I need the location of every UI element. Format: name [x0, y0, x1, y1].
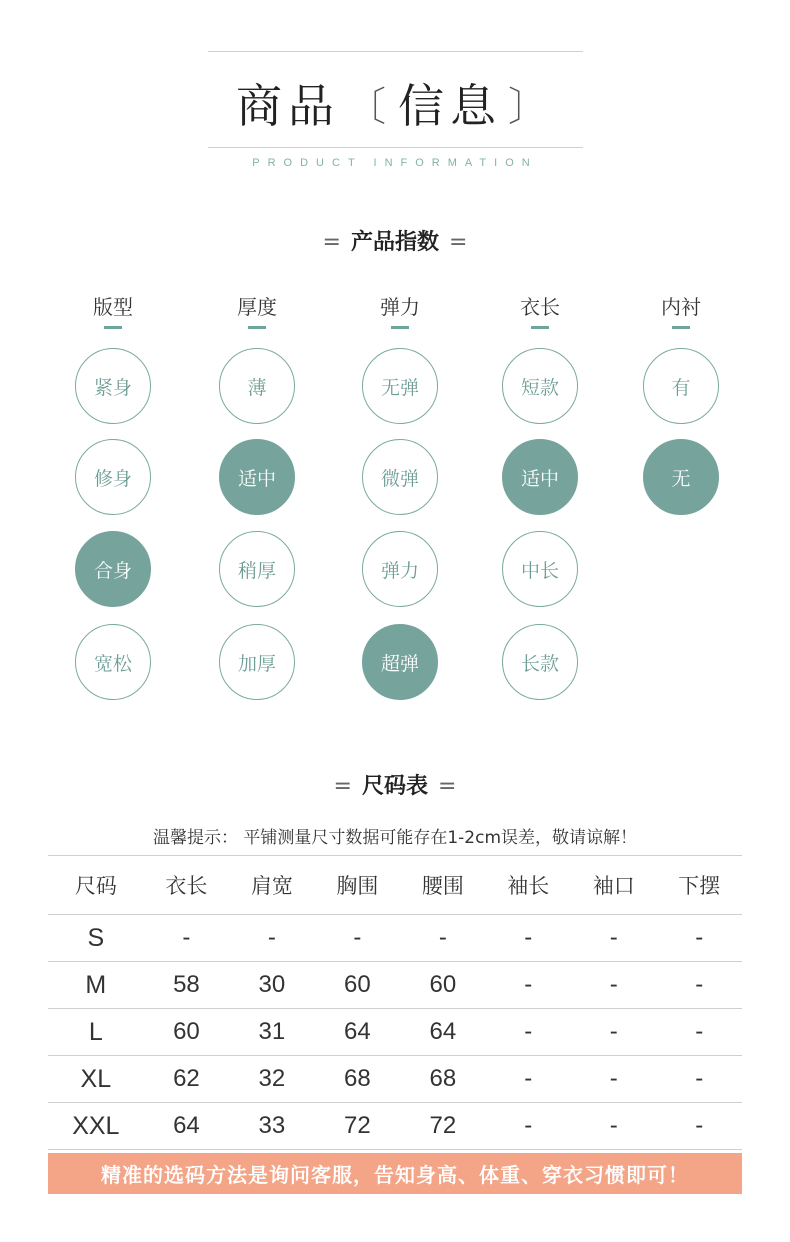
index-option-circle: 超弹 — [362, 624, 438, 700]
index-column-label: 内衬 — [661, 295, 701, 319]
table-row — [48, 1009, 742, 1056]
size-table-header-cell: 衣长 — [144, 856, 229, 915]
footer-text: 精准的选码方法是询问客服，告知身高、体重、穿衣习惯即可！ — [101, 1163, 689, 1187]
size-value-cell: - — [657, 1056, 743, 1103]
size-value-cell: - — [229, 915, 314, 962]
size-value-cell: 60 — [400, 962, 485, 1009]
size-value-cell: 68 — [315, 1056, 400, 1103]
index-column-label: 衣长 — [520, 295, 560, 319]
size-value-cell: - — [657, 962, 743, 1009]
size-table-header-cell: 袖长 — [486, 856, 571, 915]
size-value-cell: 68 — [400, 1056, 485, 1103]
size-value-cell: 64 — [400, 1009, 485, 1056]
size-value-cell: 64 — [144, 1103, 229, 1150]
size-value-cell: - — [486, 1103, 571, 1150]
size-value-cell: - — [571, 915, 656, 962]
size-value-cell: 72 — [400, 1103, 485, 1150]
index-column-label: 弹力 — [380, 295, 420, 319]
size-value-cell: - — [571, 1009, 656, 1056]
index-column-underline — [248, 326, 266, 329]
eq-left: = — [333, 774, 352, 799]
size-label-cell: L — [48, 1009, 144, 1056]
size-value-cell: - — [571, 1103, 656, 1150]
size-heading — [0, 769, 790, 800]
index-option-circle: 长款 — [502, 624, 578, 700]
index-option-circle: 无弹 — [362, 348, 438, 424]
size-value-cell: 60 — [315, 962, 400, 1009]
title-right: 信息 — [398, 79, 502, 133]
size-value-cell: - — [486, 1009, 571, 1056]
size-heading-text: 尺码表 — [361, 774, 428, 799]
index-option-circle: 宽松 — [75, 624, 151, 700]
size-table-header-cell: 胸围 — [315, 856, 400, 915]
index-option-circle: 适中 — [502, 439, 578, 515]
index-column-label: 厚度 — [237, 295, 277, 319]
index-option-circle: 薄 — [219, 348, 295, 424]
size-table-header-cell: 肩宽 — [229, 856, 314, 915]
index-option-circle: 有 — [643, 348, 719, 424]
size-value-cell: - — [486, 1056, 571, 1103]
size-value-cell: 31 — [229, 1009, 314, 1056]
index-option-circle: 稍厚 — [219, 531, 295, 607]
index-column-underline — [672, 326, 690, 329]
eq-right: = — [449, 230, 468, 255]
size-value-cell: 72 — [315, 1103, 400, 1150]
table-row — [48, 915, 742, 962]
size-tip: 温馨提示： 平铺测量尺寸数据可能存在1-2cm误差，敬请谅解！ — [152, 828, 638, 848]
index-option-circle: 适中 — [219, 439, 295, 515]
header-bottom-rule — [208, 147, 583, 148]
index-option-circle: 修身 — [75, 439, 151, 515]
page-subtitle: PRODUCT INFORMATION — [252, 157, 538, 169]
size-table-header-cell: 尺码 — [48, 856, 144, 915]
index-option-circle: 无 — [643, 439, 719, 515]
size-table-header-row — [48, 856, 742, 915]
index-column-underline — [391, 326, 409, 329]
table-row — [48, 962, 742, 1009]
size-label-cell: S — [48, 915, 144, 962]
footer-banner — [48, 1153, 742, 1194]
eq-left: = — [322, 230, 341, 255]
bracket-open: 〔 — [346, 83, 392, 130]
size-label-cell: XXL — [48, 1103, 144, 1150]
index-heading — [0, 225, 790, 256]
size-value-cell: - — [144, 915, 229, 962]
size-value-cell: 60 — [144, 1009, 229, 1056]
size-value-cell: - — [657, 1009, 743, 1056]
header-top-rule — [208, 51, 583, 52]
table-row — [48, 1056, 742, 1103]
size-value-cell: - — [486, 915, 571, 962]
size-value-cell: 33 — [229, 1103, 314, 1150]
index-column-label: 版型 — [93, 295, 133, 319]
size-table-body — [48, 915, 742, 1150]
title-left: 商品 — [236, 79, 340, 133]
size-value-cell: 30 — [229, 962, 314, 1009]
size-label-cell: XL — [48, 1056, 144, 1103]
eq-right: = — [438, 774, 457, 799]
size-value-cell: - — [657, 915, 743, 962]
index-option-circle: 短款 — [502, 348, 578, 424]
index-option-circle: 中长 — [502, 531, 578, 607]
size-value-cell: - — [571, 1056, 656, 1103]
size-value-cell: 64 — [315, 1009, 400, 1056]
index-option-circle: 微弹 — [362, 439, 438, 515]
size-label-cell: M — [48, 962, 144, 1009]
index-option-circle: 合身 — [75, 531, 151, 607]
index-option-circle: 加厚 — [219, 624, 295, 700]
index-heading-text: 产品指数 — [350, 230, 439, 255]
size-value-cell: - — [657, 1103, 743, 1150]
size-value-cell: 32 — [229, 1056, 314, 1103]
size-table-header-cell: 袖口 — [571, 856, 656, 915]
page-title — [0, 70, 790, 136]
size-table-header-cell: 下摆 — [657, 856, 743, 915]
index-column-underline — [104, 326, 122, 329]
size-value-cell: - — [571, 962, 656, 1009]
size-value-cell: - — [486, 962, 571, 1009]
index-option-circle: 弹力 — [362, 531, 438, 607]
index-option-circle: 紧身 — [75, 348, 151, 424]
table-row — [48, 1103, 742, 1150]
size-table — [48, 855, 742, 1150]
size-table-header-cell: 腰围 — [400, 856, 485, 915]
index-column-underline — [531, 326, 549, 329]
size-value-cell: - — [400, 915, 485, 962]
bracket-close: 〕 — [508, 83, 554, 130]
size-value-cell: - — [315, 915, 400, 962]
size-value-cell: 62 — [144, 1056, 229, 1103]
size-value-cell: 58 — [144, 962, 229, 1009]
